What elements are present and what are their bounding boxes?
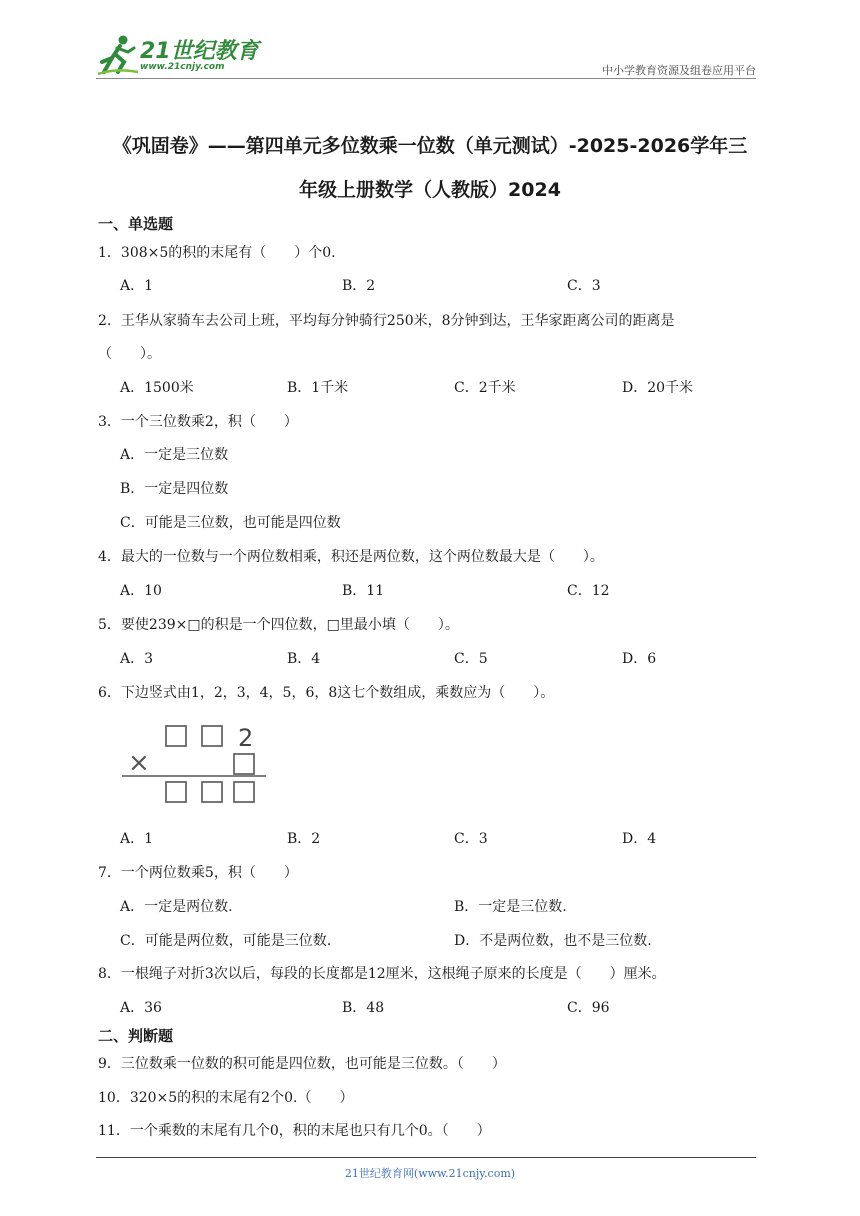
question-2: 2．王华从家骑车去公司上班，平均每分钟骑行250米，8分钟到达，王华家距离公司的距离是 — [98, 313, 675, 329]
q8-option-c[interactable]: C．96 — [567, 1000, 610, 1016]
question-7: 7．一个两位数乘5，积（ ） — [98, 865, 298, 881]
q5-option-a[interactable]: A．3 — [120, 651, 154, 667]
footer-divider — [96, 1157, 756, 1158]
q3-option-c[interactable]: C．可能是三位数，也可能是四位数 — [120, 515, 341, 531]
multiplication-figure — [120, 720, 268, 812]
q5-option-d[interactable]: D．6 — [622, 651, 657, 667]
section-heading-true-false: 二、判断题 — [98, 1027, 174, 1045]
question-10: 10．320×5的积的末尾有2个0.（ ） — [98, 1090, 354, 1106]
question-6: 6．下边竖式由1，2，3，4，5，6，8这七个数组成，乘数应为（ ）。 — [98, 685, 555, 701]
question-4: 4．最大的一位数与一个两位数相乘，积还是两位数，这个两位数最大是（ ）。 — [98, 549, 604, 565]
q3-option-b[interactable]: B．一定是四位数 — [120, 481, 229, 497]
q7-option-b[interactable]: B．一定是三位数. — [454, 899, 567, 915]
question-5: 5．要使239×□的积是一个四位数，□里最小填（ ）。 — [98, 617, 459, 633]
question-1: 1．308×5的积的末尾有（ ）个0. — [98, 245, 336, 261]
q7-option-d[interactable]: D．不是两位数，也不是三位数. — [454, 933, 652, 949]
q1-option-a[interactable]: A．1 — [120, 278, 154, 294]
q6-option-c[interactable]: C．3 — [454, 831, 488, 847]
question-3: 3．一个三位数乘2，积（ ） — [98, 414, 298, 430]
q6-option-a[interactable]: A．1 — [120, 831, 154, 847]
q2-option-b[interactable]: B．1千米 — [287, 380, 349, 396]
q8-option-b[interactable]: B．48 — [342, 1000, 385, 1016]
figure-digit: 2 — [238, 724, 254, 752]
q3-option-a[interactable]: A．一定是三位数 — [120, 447, 229, 463]
q5-option-b[interactable]: B．4 — [287, 651, 321, 667]
q4-option-b[interactable]: B．11 — [342, 583, 385, 599]
q7-option-a[interactable]: A．一定是两位数. — [120, 899, 233, 915]
q6-option-d[interactable]: D．4 — [622, 831, 657, 847]
logo-url: www.21cnjy.com — [140, 62, 225, 72]
q2-option-a[interactable]: A．1500米 — [120, 380, 194, 396]
q2-option-c[interactable]: C．2千米 — [454, 380, 516, 396]
platform-label: 中小学教育资源及组卷应用平台 — [602, 64, 756, 77]
title-line-2: 年级上册数学（人教版）2024 — [299, 179, 561, 201]
question-11: 11．一个乘数的末尾有几个0，积的末尾也只有几个0。（ ） — [98, 1123, 491, 1139]
question-9: 9．三位数乘一位数的积可能是四位数，也可能是三位数。（ ） — [98, 1056, 506, 1072]
q8-option-a[interactable]: A．36 — [120, 1000, 162, 1016]
runner-icon — [96, 32, 140, 78]
section-heading-single-choice: 一、单选题 — [98, 215, 174, 233]
logo-text: 21世纪教育 — [140, 39, 259, 64]
q2-option-d[interactable]: D．20千米 — [622, 380, 694, 396]
page-header — [96, 32, 756, 78]
page-title — [90, 124, 770, 212]
title-line-1: 《巩固卷》——第四单元多位数乘一位数（单元测试）-2025-2026学年三 — [112, 135, 748, 157]
site-logo[interactable] — [96, 32, 266, 78]
header-divider — [96, 78, 756, 79]
question-8: 8．一根绳子对折3次以后，每段的长度都是12厘米，这根绳子原来的长度是（ ）厘米。 — [98, 966, 666, 982]
q4-option-c[interactable]: C．12 — [567, 583, 610, 599]
q5-option-c[interactable]: C．5 — [454, 651, 488, 667]
times-sign: × — [128, 748, 150, 778]
q1-option-b[interactable]: B．2 — [342, 278, 376, 294]
q7-option-c[interactable]: C．可能是两位数，可能是三位数. — [120, 933, 332, 949]
q1-option-c[interactable]: C．3 — [567, 278, 601, 294]
page-footer[interactable]: 21世纪教育网(www.21cnjy.com) — [344, 1167, 516, 1180]
q4-option-a[interactable]: A．10 — [120, 583, 162, 599]
q6-option-b[interactable]: B．2 — [287, 831, 321, 847]
question-2-cont: （ ）。 — [98, 346, 161, 362]
